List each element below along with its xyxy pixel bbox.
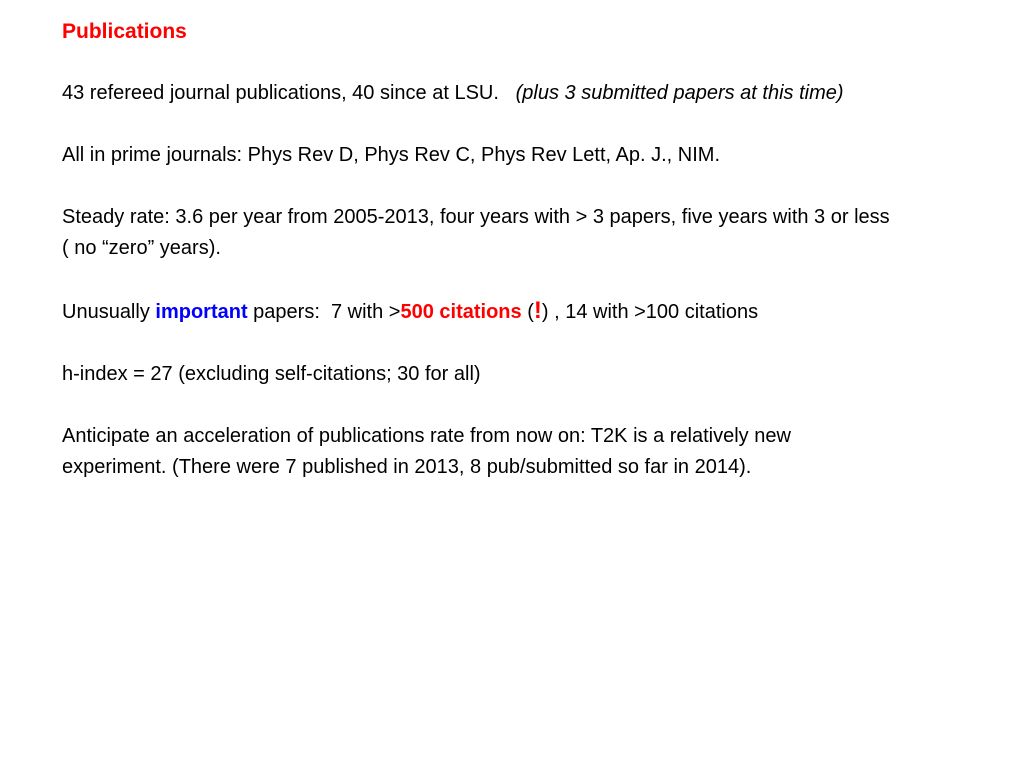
important-highlight: important bbox=[155, 301, 248, 323]
exclamation-mark: ! bbox=[533, 297, 542, 324]
submitted-papers-note: (plus 3 submitted papers at this time) bbox=[515, 82, 844, 104]
open-paren: ( bbox=[521, 301, 534, 323]
paragraph-h-index: h-index = 27 (excluding self-citations; 30 for all) bbox=[62, 363, 481, 385]
paragraph-acceleration: Anticipate an acceleration of publications rate from now on: T2K is a relatively new experiment. (There were 7 published in 2013, 8 pub/submitted so far in 2014). bbox=[62, 425, 791, 478]
publication-count-gap bbox=[499, 82, 516, 104]
paragraph-publication-count bbox=[62, 78, 892, 109]
important-middle: papers: 7 with > bbox=[247, 301, 401, 323]
paragraph-journals: All in prime journals: Phys Rev D, Phys Rev C, Phys Rev Lett, Ap. J., NIM. bbox=[62, 144, 720, 166]
slide-title: Publications bbox=[62, 20, 187, 43]
important-suffix: ) , 14 with >100 citations bbox=[541, 301, 759, 323]
slide-content bbox=[62, 16, 892, 514]
publication-count-text: 43 refereed journal publications, 40 since at LSU. bbox=[62, 82, 499, 104]
paragraph-steady-rate: Steady rate: 3.6 per year from 2005-2013, four years with > 3 papers, five years with 3 or less ( no “zero” years). bbox=[62, 206, 890, 259]
citations-500-highlight: 500 citations bbox=[400, 301, 522, 323]
paragraph-important-papers bbox=[62, 295, 892, 328]
important-prefix: Unusually bbox=[62, 301, 156, 323]
